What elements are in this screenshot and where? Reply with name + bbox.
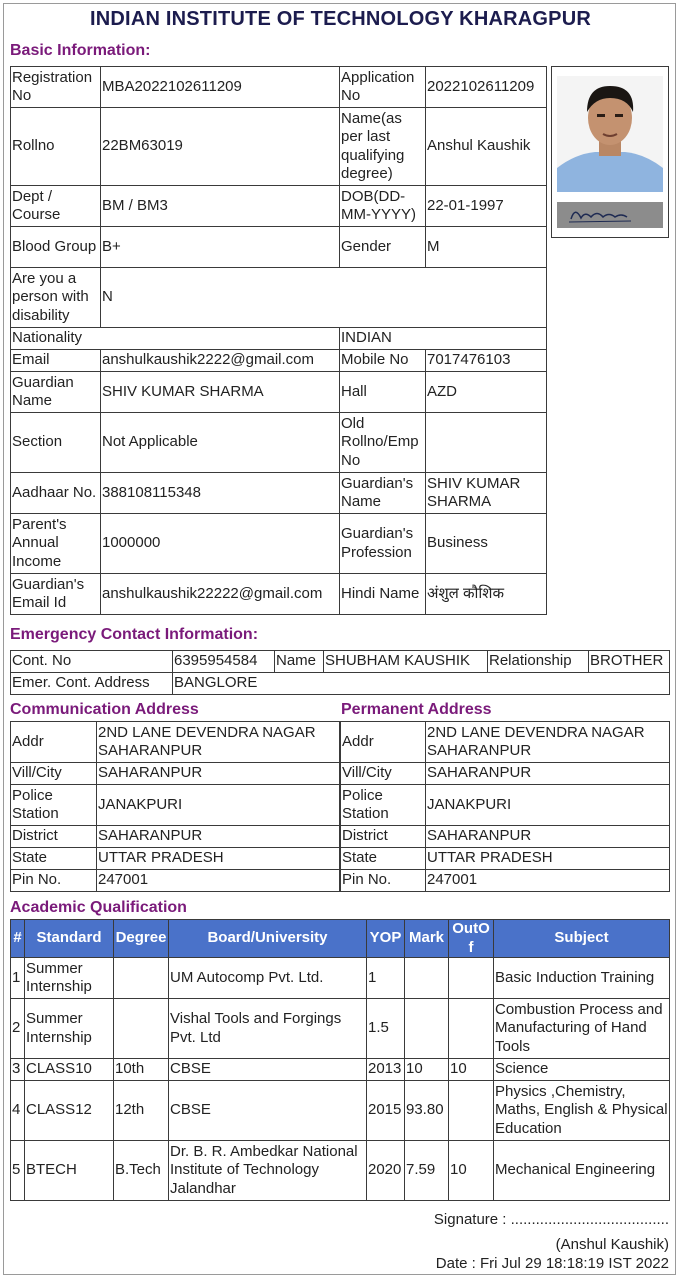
row-standard: Summer Internship <box>25 999 114 1059</box>
cont-no-value: 6395954584 <box>173 651 275 673</box>
perm-city-value: SAHARANPUR <box>426 763 670 785</box>
profession-label: Guardian's Profession <box>340 514 426 574</box>
row-index: 4 <box>11 1081 25 1141</box>
nationality-value: INDIAN <box>340 328 547 350</box>
comm-police-label: Police Station <box>11 785 97 826</box>
basic-info-table <box>10 66 547 615</box>
emer-address-label: Emer. Cont. Address <box>11 673 173 695</box>
col-header-subject: Subject <box>494 920 670 958</box>
comm-state-label: State <box>11 848 97 870</box>
aadhaar-value: 388108115348 <box>101 473 340 514</box>
row-outof: 10 <box>449 1059 494 1081</box>
email-value: anshulkaushik2222@gmail.com <box>101 350 340 372</box>
comm-city-value: SAHARANPUR <box>97 763 340 785</box>
row-mark <box>405 999 449 1059</box>
table-row <box>11 1059 670 1081</box>
nationality-label: Nationality <box>11 328 340 350</box>
gender-value: M <box>426 227 547 268</box>
col-header-mark: Mark <box>405 920 449 958</box>
comm-city-label: Vill/City <box>11 763 97 785</box>
guardian-label: Guardian Name <box>11 372 101 413</box>
perm-district-value: SAHARANPUR <box>426 826 670 848</box>
perm-city-label: Vill/City <box>341 763 426 785</box>
blood-value: B+ <box>101 227 340 268</box>
row-board: CBSE <box>169 1081 367 1141</box>
perm-pin-label: Pin No. <box>341 870 426 892</box>
row-yop: 2013 <box>367 1059 405 1081</box>
profession-value: Business <box>426 514 547 574</box>
cont-no-label: Cont. No <box>11 651 173 673</box>
row-outof <box>449 958 494 999</box>
row-mark: 7.59 <box>405 1141 449 1201</box>
comm-addr-label: Addr <box>11 722 97 763</box>
row-index: 5 <box>11 1141 25 1201</box>
communication-heading: Communication Address <box>10 701 199 718</box>
comm-state-value: UTTAR PRADESH <box>97 848 340 870</box>
row-board: Dr. B. R. Ambedkar National Institute of Technology Jalandhar <box>169 1141 367 1201</box>
blood-label: Blood Group <box>11 227 101 268</box>
row-standard: CLASS10 <box>25 1059 114 1081</box>
col-header-standard: Standard <box>25 920 114 958</box>
row-board: Vishal Tools and Forgings Pvt. Ltd <box>169 999 367 1059</box>
row-mark: 93.80 <box>405 1081 449 1141</box>
perm-police-value: JANAKPURI <box>426 785 670 826</box>
row-subject: Mechanical Engineering <box>494 1141 670 1201</box>
section-label: Section <box>11 413 101 473</box>
comm-district-label: District <box>11 826 97 848</box>
row-standard: Summer Internship <box>25 958 114 999</box>
signature-image <box>557 202 663 228</box>
row-degree <box>114 958 169 999</box>
old-roll-label: Old Rollno/Emp No <box>340 413 426 473</box>
row-degree: 10th <box>114 1059 169 1081</box>
mobile-value: 7017476103 <box>426 350 547 372</box>
academic-header-row <box>11 920 670 958</box>
communication-address-table <box>10 721 340 892</box>
perm-police-label: Police Station <box>341 785 426 826</box>
guardian-value: SHIV KUMAR SHARMA <box>101 372 340 413</box>
signature-line: Signature : ...................................... <box>433 1211 669 1228</box>
perm-pin-value: 247001 <box>426 870 670 892</box>
col-header-index: # <box>11 920 25 958</box>
relationship-label: Relationship <box>488 651 589 673</box>
col-header-outof: OutOf <box>449 920 494 958</box>
hindi-name-value: अंशुल कौशिक <box>426 574 547 615</box>
academic-table <box>10 919 670 1201</box>
hall-label: Hall <box>340 372 426 413</box>
comm-district-value: SAHARANPUR <box>97 826 340 848</box>
perm-addr-label: Addr <box>341 722 426 763</box>
emer-name-value: SHUBHAM KAUSHIK <box>324 651 488 673</box>
dept-label: Dept / Course <box>11 186 101 227</box>
col-header-board: Board/University <box>169 920 367 958</box>
hall-value: AZD <box>426 372 547 413</box>
emergency-table <box>10 650 670 695</box>
row-mark <box>405 958 449 999</box>
print-date: Date : Fri Jul 29 18:18:19 IST 2022 <box>435 1255 669 1272</box>
row-subject: Basic Induction Training <box>494 958 670 999</box>
rollno-value: 22BM63019 <box>101 108 340 186</box>
table-row <box>11 999 670 1059</box>
income-label: Parent's Annual Income <box>11 514 101 574</box>
perm-addr-value: 2ND LANE DEVENDRA NAGAR SAHARANPUR <box>426 722 670 763</box>
row-subject: Science <box>494 1059 670 1081</box>
academic-heading: Academic Qualification <box>10 899 187 916</box>
name-value: Anshul Kaushik <box>426 108 547 186</box>
emer-address-value: BANGLORE <box>173 673 670 695</box>
row-index: 3 <box>11 1059 25 1081</box>
row-index: 1 <box>11 958 25 999</box>
permanent-address-table <box>340 721 670 892</box>
guardians-name-label: Guardian's Name <box>340 473 426 514</box>
guardians-name-value: SHIV KUMAR SHARMA <box>426 473 547 514</box>
gender-label: Gender <box>340 227 426 268</box>
reg-no-value: MBA2022102611209 <box>101 67 340 108</box>
row-board: UM Autocomp Pvt. Ltd. <box>169 958 367 999</box>
comm-police-value: JANAKPURI <box>97 785 340 826</box>
table-row <box>11 1141 670 1201</box>
col-header-degree: Degree <box>114 920 169 958</box>
basic-info-heading: Basic Information: <box>10 42 151 59</box>
row-subject: Physics ,Chemistry, Maths, English & Physical Education <box>494 1081 670 1141</box>
perm-state-value: UTTAR PRADESH <box>426 848 670 870</box>
photo-frame <box>551 66 669 238</box>
income-value: 1000000 <box>101 514 340 574</box>
row-degree: B.Tech <box>114 1141 169 1201</box>
disability-label: Are you a person with disability <box>11 268 101 328</box>
row-yop: 2015 <box>367 1081 405 1141</box>
mobile-label: Mobile No <box>340 350 426 372</box>
relationship-value: BROTHER <box>589 651 670 673</box>
signatory-name: (Anshul Kaushik) <box>555 1236 669 1253</box>
app-no-label: Application No <box>340 67 426 108</box>
dob-label: DOB(DD-MM-YYYY) <box>340 186 426 227</box>
reg-no-label: Registration No <box>11 67 101 108</box>
row-board: CBSE <box>169 1059 367 1081</box>
institute-title: INDIAN INSTITUTE OF TECHNOLOGY KHARAGPUR <box>90 8 591 30</box>
rollno-label: Rollno <box>11 108 101 186</box>
row-degree <box>114 999 169 1059</box>
name-label: Name(as per last qualifying degree) <box>340 108 426 186</box>
comm-pin-label: Pin No. <box>11 870 97 892</box>
applicant-photo <box>557 76 663 192</box>
email-label: Email <box>11 350 101 372</box>
section-value: Not Applicable <box>101 413 340 473</box>
row-standard: BTECH <box>25 1141 114 1201</box>
app-no-value: 2022102611209 <box>426 67 547 108</box>
guardian-email-label: Guardian's Email Id <box>11 574 101 615</box>
row-outof <box>449 999 494 1059</box>
table-row <box>11 1081 670 1141</box>
row-subject: Combustion Process and Manufacturing of Hand Tools <box>494 999 670 1059</box>
disability-value: N <box>101 268 547 328</box>
dept-value: BM / BM3 <box>101 186 340 227</box>
row-yop: 1 <box>367 958 405 999</box>
row-outof: 10 <box>449 1141 494 1201</box>
emergency-heading: Emergency Contact Information: <box>10 626 259 643</box>
guardian-email-value: anshulkaushik22222@gmail.com <box>101 574 340 615</box>
row-standard: CLASS12 <box>25 1081 114 1141</box>
perm-state-label: State <box>341 848 426 870</box>
comm-pin-value: 247001 <box>97 870 340 892</box>
row-mark: 10 <box>405 1059 449 1081</box>
row-outof <box>449 1081 494 1141</box>
aadhaar-label: Aadhaar No. <box>11 473 101 514</box>
hindi-name-label: Hindi Name <box>340 574 426 615</box>
row-yop: 2020 <box>367 1141 405 1201</box>
row-degree: 12th <box>114 1081 169 1141</box>
col-header-yop: YOP <box>367 920 405 958</box>
row-yop: 1.5 <box>367 999 405 1059</box>
permanent-heading: Permanent Address <box>341 701 492 718</box>
table-row <box>11 958 670 999</box>
emer-name-label: Name <box>275 651 324 673</box>
dob-value: 22-01-1997 <box>426 186 547 227</box>
comm-addr-value: 2ND LANE DEVENDRA NAGAR SAHARANPUR <box>97 722 340 763</box>
row-index: 2 <box>11 999 25 1059</box>
perm-district-label: District <box>341 826 426 848</box>
old-roll-value <box>426 413 547 473</box>
